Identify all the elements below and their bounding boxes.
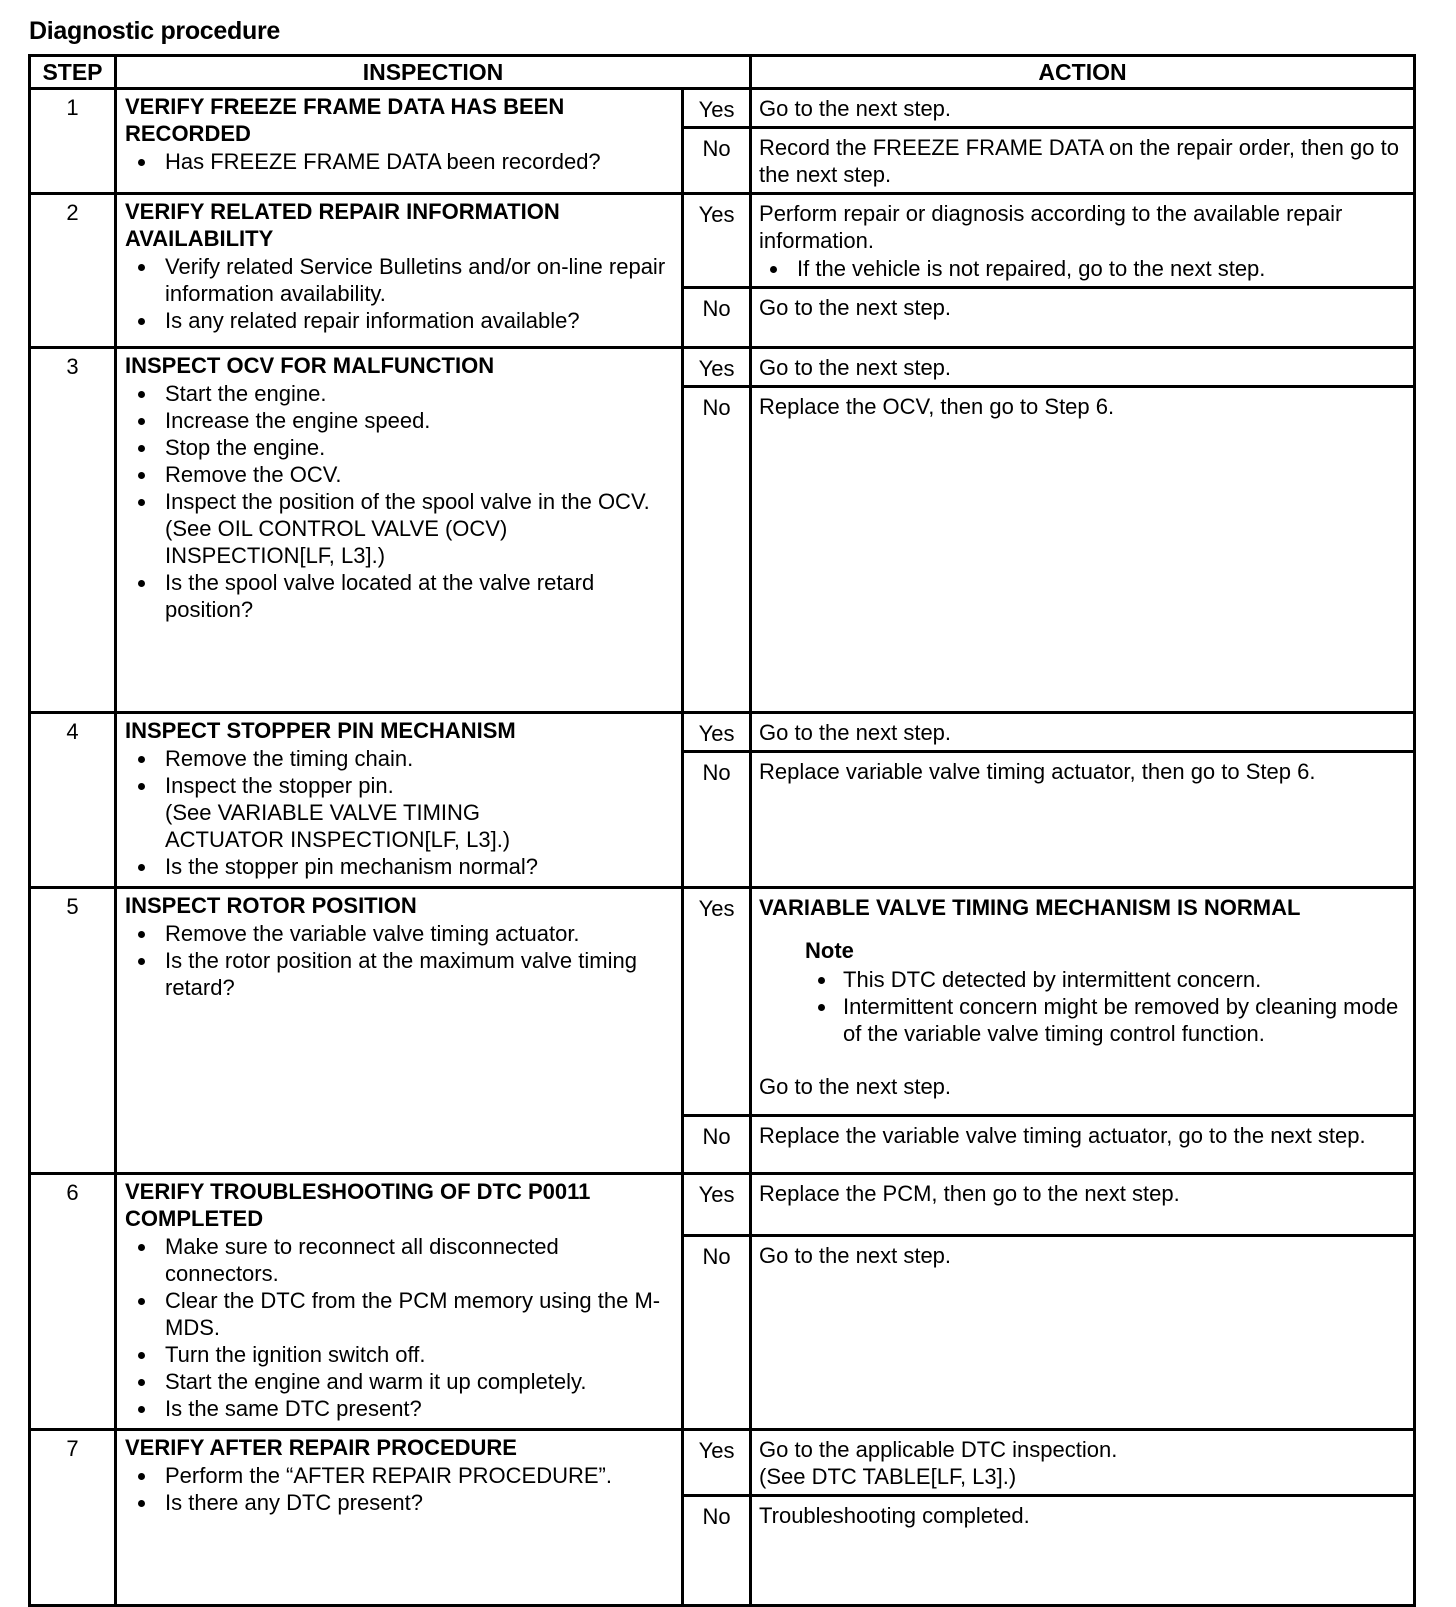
list-item: Clear the DTC from the PCM memory using the M-MDS. — [165, 1287, 675, 1341]
yes-action-title: VARIABLE VALVE TIMING MECHANISM IS NORMAL — [759, 895, 1301, 920]
no-label: No — [683, 1236, 751, 1430]
note-block — [759, 937, 1407, 1047]
table-row — [30, 89, 1415, 128]
table-row — [30, 1430, 1415, 1496]
inspection-bullets — [125, 1233, 675, 1422]
step-number: 7 — [30, 1430, 116, 1606]
inspection-title: VERIFY AFTER REPAIR PROCEDURE — [125, 1435, 517, 1460]
inspection-title: VERIFY TROUBLESHOOTING OF DTC P0011 COMPLETED — [125, 1179, 591, 1231]
inspection-bullets — [125, 1462, 675, 1516]
step-number: 3 — [30, 348, 116, 713]
table-row — [30, 888, 1415, 1116]
yes-action: Go to the next step. — [759, 1074, 952, 1099]
inspection-cell — [116, 888, 683, 1174]
inspection-title: INSPECT ROTOR POSITION — [125, 893, 417, 918]
yes-action: Perform repair or diagnosis according to the available repair information. — [759, 201, 1343, 253]
yes-action-cell — [751, 888, 1415, 1116]
list-item — [165, 488, 675, 569]
yes-action: Go to the next step. — [751, 89, 1415, 128]
step-number: 2 — [30, 194, 116, 348]
no-label: No — [683, 387, 751, 713]
inspection-cell — [116, 348, 683, 713]
diagnostic-procedure-table — [28, 54, 1416, 1607]
yes-action-bullets — [759, 255, 1407, 282]
no-action: Replace the OCV, then go to Step 6. — [751, 387, 1415, 713]
inspection-title: VERIFY FREEZE FRAME DATA HAS BEEN RECORDED — [125, 94, 565, 146]
list-item: This DTC detected by intermittent concern. — [843, 966, 1407, 993]
inspection-cell — [116, 89, 683, 194]
list-item: Start the engine. — [165, 380, 675, 407]
yes-label: Yes — [683, 89, 751, 128]
no-label: No — [683, 752, 751, 888]
list-item: Make sure to reconnect all disconnected connectors. — [165, 1233, 675, 1287]
page-title: Diagnostic procedure — [29, 17, 280, 45]
list-item: Is the stopper pin mechanism normal? — [165, 853, 675, 880]
list-item: Remove the timing chain. — [165, 745, 675, 772]
list-item-text: Inspect the position of the spool valve in the OCV. — [165, 489, 650, 514]
yes-label: Yes — [683, 1174, 751, 1236]
step-number: 5 — [30, 888, 116, 1174]
column-header-step: STEP — [30, 56, 116, 89]
yes-label: Yes — [683, 194, 751, 288]
inspection-cell — [116, 1174, 683, 1430]
step-number: 4 — [30, 713, 116, 888]
yes-label: Yes — [683, 888, 751, 1116]
inspection-bullets — [125, 745, 675, 880]
inspection-bullets — [125, 253, 675, 334]
list-item: Intermittent concern might be removed by cleaning mode of the variable valve timing control function. — [843, 993, 1407, 1047]
list-item: Is the spool valve located at the valve retard position? — [165, 569, 675, 623]
reference-line: (See VARIABLE VALVE TIMING — [165, 800, 481, 825]
table-row — [30, 194, 1415, 288]
yes-action: Replace the PCM, then go to the next step. — [751, 1174, 1415, 1236]
spacer — [759, 1047, 1407, 1073]
inspection-bullets — [125, 380, 675, 623]
inspection-bullets — [125, 920, 675, 1001]
step-number: 1 — [30, 89, 116, 194]
list-item: Turn the ignition switch off. — [165, 1341, 675, 1368]
no-action: Record the FREEZE FRAME DATA on the repair order, then go to the next step. — [751, 128, 1415, 194]
list-item: Verify related Service Bulletins and/or on-line repair information availability. — [165, 253, 675, 307]
no-action: Replace the variable valve timing actuator, go to the next step. — [751, 1116, 1415, 1174]
yes-action: Go to the applicable DTC inspection. — [759, 1437, 1118, 1462]
no-action: Replace variable valve timing actuator, then go to Step 6. — [751, 752, 1415, 888]
no-label: No — [683, 128, 751, 194]
list-item: Is any related repair information available? — [165, 307, 675, 334]
column-header-action: ACTION — [751, 56, 1415, 89]
list-item — [165, 772, 675, 853]
table-row — [30, 1174, 1415, 1236]
no-label: No — [683, 288, 751, 348]
list-item: Remove the variable valve timing actuator. — [165, 920, 675, 947]
reference-line: (See OIL CONTROL VALVE (OCV) — [165, 516, 508, 541]
list-item: Increase the engine speed. — [165, 407, 675, 434]
table-row — [30, 713, 1415, 752]
no-label: No — [683, 1116, 751, 1174]
yes-action-cell — [751, 194, 1415, 288]
reference-line: INSPECTION[LF, L3].) — [165, 543, 386, 568]
yes-action: Go to the next step. — [751, 348, 1415, 387]
inspection-title: INSPECT STOPPER PIN MECHANISM — [125, 718, 516, 743]
list-item: If the vehicle is not repaired, go to the next step. — [797, 255, 1407, 282]
no-action: Troubleshooting completed. — [751, 1496, 1415, 1606]
no-action: Go to the next step. — [751, 288, 1415, 348]
table-header-row — [30, 56, 1415, 89]
no-action: Go to the next step. — [751, 1236, 1415, 1430]
list-item: Start the engine and warm it up completely. — [165, 1368, 675, 1395]
step-number: 6 — [30, 1174, 116, 1430]
yes-action: Go to the next step. — [751, 713, 1415, 752]
note-label: Note — [805, 938, 854, 963]
reference-line: (See DTC TABLE[LF, L3].) — [759, 1464, 1017, 1489]
list-item: Stop the engine. — [165, 434, 675, 461]
yes-action-cell — [751, 1430, 1415, 1496]
reference-line: ACTUATOR INSPECTION[LF, L3].) — [165, 827, 511, 852]
list-item: Is there any DTC present? — [165, 1489, 675, 1516]
inspection-title: INSPECT OCV FOR MALFUNCTION — [125, 353, 495, 378]
list-item: Has FREEZE FRAME DATA been recorded? — [165, 148, 675, 175]
inspection-cell — [116, 194, 683, 348]
table-row — [30, 348, 1415, 387]
list-item: Is the rotor position at the maximum valve timing retard? — [165, 947, 675, 1001]
column-header-inspection: INSPECTION — [116, 56, 751, 89]
list-item: Remove the OCV. — [165, 461, 675, 488]
note-bullets — [805, 966, 1407, 1047]
inspection-cell — [116, 713, 683, 888]
yes-label: Yes — [683, 713, 751, 752]
yes-label: Yes — [683, 1430, 751, 1496]
inspection-cell — [116, 1430, 683, 1606]
list-item: Perform the “AFTER REPAIR PROCEDURE”. — [165, 1462, 675, 1489]
list-item-text: Inspect the stopper pin. — [165, 773, 394, 798]
no-label: No — [683, 1496, 751, 1606]
inspection-title: VERIFY RELATED REPAIR INFORMATION AVAILABILITY — [125, 199, 560, 251]
inspection-bullets — [125, 148, 675, 175]
yes-label: Yes — [683, 348, 751, 387]
list-item: Is the same DTC present? — [165, 1395, 675, 1422]
